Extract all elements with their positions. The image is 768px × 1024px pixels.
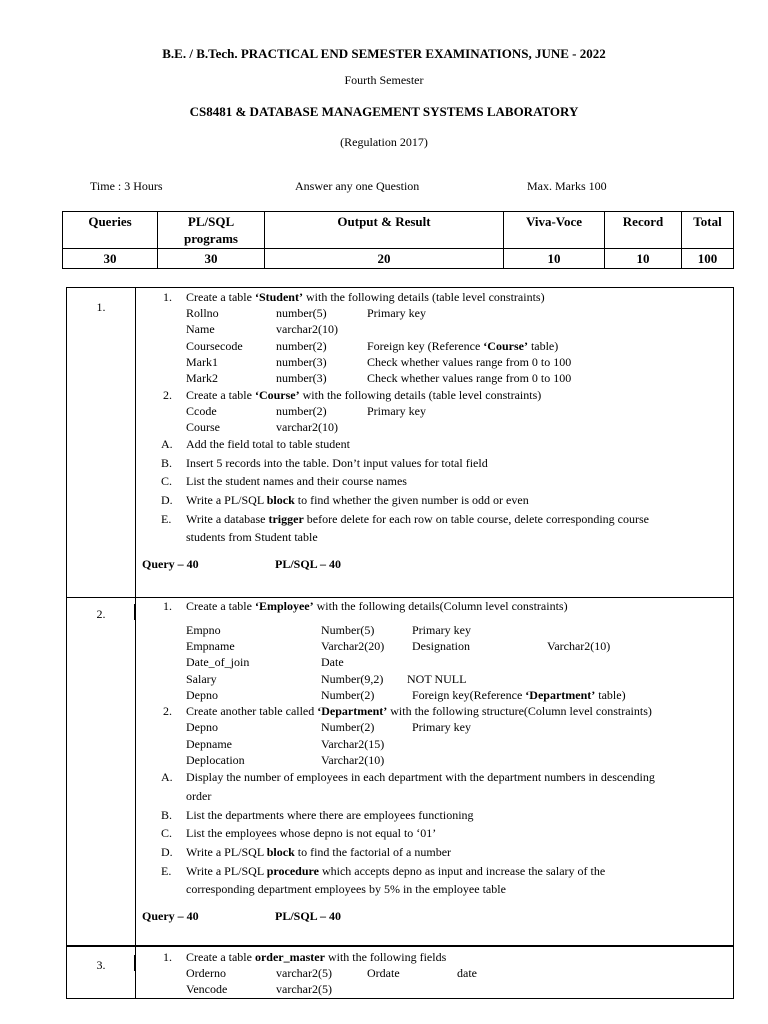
field-name: Designation (412, 639, 470, 653)
field-name: Coursecode (186, 339, 243, 353)
marks-table (62, 211, 734, 269)
field-name: Salary (186, 672, 217, 686)
item-1-text: Create a table ‘Employee’ with the following details(Column level constraints) (186, 599, 568, 613)
value-output: 20 (265, 249, 504, 269)
field-name: Ordate (367, 966, 400, 980)
task-label: D. (161, 845, 173, 859)
field-name: Date_of_join (186, 655, 250, 669)
question-3 (66, 946, 734, 999)
query-marks: Query – 40 (142, 557, 199, 571)
field-name: Depname (186, 737, 232, 751)
value-viva: 10 (504, 249, 605, 269)
question-number: 2. (96, 607, 106, 621)
field-type: Date (321, 655, 344, 669)
task-e: Write a database trigger before delete for each row on table course, delete corresponding course (186, 512, 649, 526)
field-type: varchar2(5) (276, 982, 332, 996)
field-constraint: Foreign key (Reference ‘Course’ table) (367, 339, 559, 353)
field-name: Mark1 (186, 355, 218, 369)
field-type: number(2) (276, 404, 327, 418)
course-title: CS8481 & DATABASE MANAGEMENT SYSTEMS LABORATORY (189, 104, 579, 119)
question-number: 1. (96, 300, 106, 314)
field-type: number(3) (276, 371, 327, 385)
task-d: Write a PL/SQL block to find whether the given number is odd or even (186, 493, 529, 507)
column-divider (135, 288, 136, 597)
field-name: Rollno (186, 306, 219, 320)
field-type: Number(5) (321, 623, 375, 637)
field-name: Vencode (186, 982, 228, 996)
task-e-continued: corresponding department employees by 5% in the employee table (186, 882, 506, 896)
task-label: E. (161, 864, 172, 878)
value-record: 10 (605, 249, 682, 269)
field-constraint: Primary key (367, 404, 426, 418)
field-type: number(5) (276, 306, 327, 320)
question-1 (66, 287, 734, 598)
task-label: B. (161, 808, 173, 822)
field-name: Empno (186, 623, 221, 637)
task-b: Insert 5 records into the table. Don’t input values for total field (186, 456, 488, 470)
field-type: Varchar2(10) (321, 753, 385, 767)
field-name: Mark2 (186, 371, 218, 385)
question-number: 3. (96, 958, 106, 972)
task-label: C. (161, 826, 173, 840)
field-name: Course (186, 420, 220, 434)
instruction: Answer any one Question (295, 179, 420, 193)
item-number: 2. (163, 388, 172, 402)
field-type: varchar2(10) (276, 322, 338, 336)
field-constraint: Primary key (367, 306, 426, 320)
field-constraint: Foreign key(Reference ‘Department’ table) (412, 688, 626, 702)
time-label: Time : 3 Hours (90, 179, 163, 193)
field-constraint: Check whether values range from 0 to 100 (367, 355, 572, 369)
item-2-text: Create a table ‘Course’ with the following details (table level constraints) (186, 388, 542, 402)
item-1-text: Create a table order_master with the following fields (186, 950, 447, 964)
task-c: List the employees whose depno is not equal to ‘01’ (186, 826, 437, 840)
field-name: Orderno (186, 966, 226, 980)
field-type: Varchar2(20) (321, 639, 385, 653)
field-type: number(2) (276, 339, 327, 353)
column-divider (135, 947, 136, 998)
regulation: (Regulation 2017) (340, 135, 428, 149)
plsql-marks: PL/SQL – 40 (275, 909, 342, 923)
task-label: A. (161, 770, 173, 784)
item-number: 1. (163, 599, 172, 613)
field-name: Empname (186, 639, 235, 653)
task-label: C. (161, 474, 173, 488)
task-label: D. (161, 493, 173, 507)
semester: Fourth Semester (344, 73, 424, 87)
margin-mark (733, 558, 734, 576)
field-type: varchar2(10) (276, 420, 338, 434)
exam-title: B.E. / B.Tech. PRACTICAL END SEMESTER EXAMINATIONS, JUNE - 2022 (162, 46, 606, 61)
task-e-continued: students from Student table (186, 530, 318, 544)
header-viva: Viva-Voce (504, 212, 605, 249)
item-2-text: Create another table called ‘Department’ with the following structure(Column level constraints) (186, 704, 652, 718)
field-type: Varchar2(10) (547, 639, 611, 653)
task-c: List the student names and their course names (186, 474, 407, 488)
header-queries: Queries (63, 212, 158, 249)
task-e: Write a PL/SQL procedure which accepts depno as input and increase the salary of the (186, 864, 606, 878)
value-plsql: 30 (158, 249, 265, 269)
field-name: Depno (186, 688, 218, 702)
field-type: number(3) (276, 355, 327, 369)
max-marks: Max. Marks 100 (527, 179, 607, 193)
field-type: date (457, 966, 477, 980)
field-constraint: Primary key (412, 720, 471, 734)
field-type: Number(2) (321, 720, 375, 734)
value-queries: 30 (63, 249, 158, 269)
field-type: Number(9,2) (321, 672, 384, 686)
item-number: 2. (163, 704, 172, 718)
field-name: Depno (186, 720, 218, 734)
field-constraint: Check whether values range from 0 to 100 (367, 371, 572, 385)
item-1-text: Create a table ‘Student’ with the following details (table level constraints) (186, 290, 545, 304)
task-a: Add the field total to table student (186, 437, 350, 451)
task-b: List the departments where there are employees functioning (186, 808, 474, 822)
task-label: B. (161, 456, 173, 470)
margin-mark (134, 955, 135, 971)
column-divider (135, 598, 136, 945)
task-a: Display the number of employees in each department with the department numbers in descending (186, 770, 655, 784)
header-total: Total (682, 212, 734, 249)
field-type: varchar2(5) (276, 966, 332, 980)
plsql-marks: PL/SQL – 40 (275, 557, 342, 571)
field-constraint: Primary key (412, 623, 471, 637)
item-number: 1. (163, 290, 172, 304)
task-a-continued: order (186, 789, 212, 803)
field-type: Varchar2(15) (321, 737, 385, 751)
header-plsql: PL/SQL programs (158, 212, 265, 249)
task-label: A. (161, 437, 173, 451)
question-2 (66, 597, 734, 946)
field-type: Number(2) (321, 688, 375, 702)
item-number: 1. (163, 950, 172, 964)
margin-mark (134, 604, 135, 620)
field-constraint: NOT NULL (407, 672, 467, 686)
query-marks: Query – 40 (142, 909, 199, 923)
task-d: Write a PL/SQL block to find the factorial of a number (186, 845, 452, 859)
header-output: Output & Result (265, 212, 504, 249)
margin-mark (733, 844, 734, 862)
field-name: Name (186, 322, 215, 336)
value-total: 100 (682, 249, 734, 269)
header-record: Record (605, 212, 682, 249)
task-label: E. (161, 512, 172, 526)
field-name: Deplocation (186, 753, 245, 767)
field-name: Ccode (186, 404, 217, 418)
